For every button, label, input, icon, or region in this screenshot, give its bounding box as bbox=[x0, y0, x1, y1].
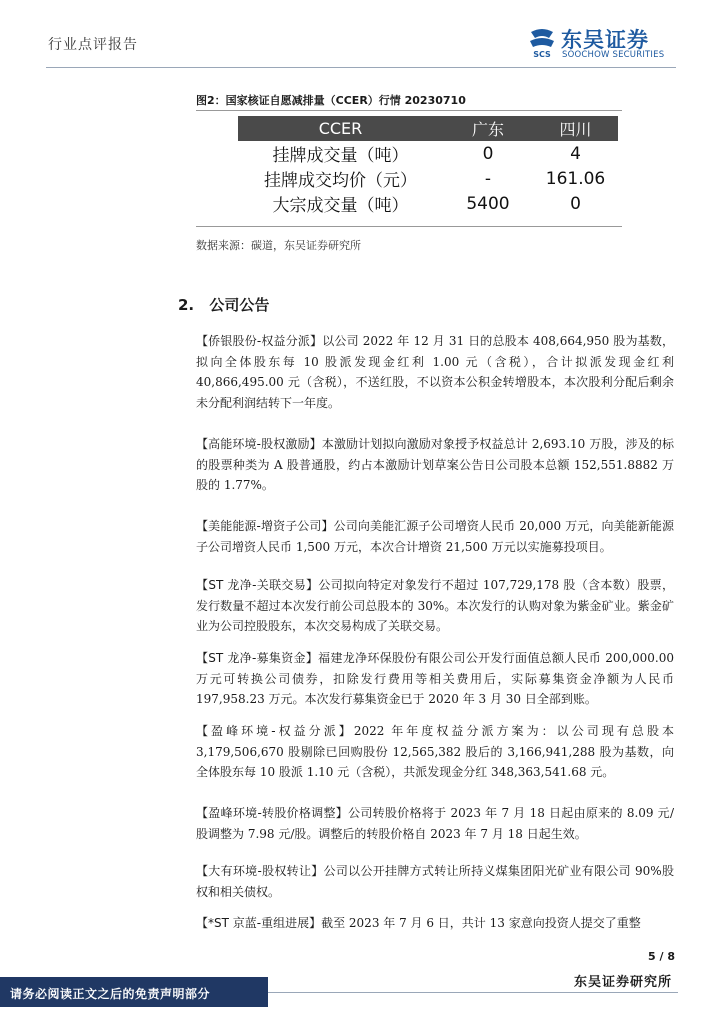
table-row bbox=[238, 166, 618, 191]
announcement-text: 公司转股价格将于 2023 年 7 月 18 日起由原来的 8.09 元/股调整为 7.98 元/股。调整后的转股价格自 2023 年 7 月 18 日起生效。 bbox=[196, 806, 674, 841]
logo-english-name: SOOCHOW SECURITIES bbox=[562, 50, 665, 60]
row-label: 挂牌成交量（吨） bbox=[272, 146, 409, 166]
announcement bbox=[196, 516, 674, 557]
row-label: 大宗成交量（吨） bbox=[272, 196, 409, 216]
row-label: 挂牌成交均价（元） bbox=[264, 171, 417, 191]
cell-guangdong: 0 bbox=[482, 143, 494, 164]
announcement-text: 公司向美能汇源子公司增资人民币 20,000 万元，向美能新能源子公司增资人民币 1,500 万元，本次合计增资 21,500 万元以实施募投项目。 bbox=[196, 519, 674, 554]
announcement bbox=[196, 648, 674, 710]
announcement-text: 截至 2023 年 7 月 6 日，共计 13 家意向投资人提交了重整 bbox=[321, 916, 641, 930]
cell-sichuan: 0 bbox=[570, 193, 581, 214]
ccer-table bbox=[238, 116, 618, 216]
table-row bbox=[238, 141, 618, 166]
disclaimer-banner bbox=[0, 977, 268, 1007]
announcement-text: 2022 年年度权益分派方案为：以公司现有总股本 3,179,506,670 股剔除已回购股份 12,565,382 股后的 3,166,941,288 股为基数，向全体股东每 10 股派 1.10 元（含税），共派发现金分红 348,363,541.68 元。 bbox=[196, 724, 674, 779]
col-header-ccer: CCER bbox=[238, 116, 443, 141]
announcement-text: 公司拟向特定对象发行不超过 107,729,178 股（含本数）股票，发行数量不超过本次发行前公司总股本的 30%。本次发行的认购对象为紫金矿业。紫金矿业为公司控股股东，本次交易构成了关联交易。 bbox=[196, 578, 674, 633]
page-number: 5 / 8 bbox=[648, 950, 675, 963]
announcement-text: 福建龙净环保股份有限公司公开发行面值总额人民币 200,000.00 万元可转换公司债券，扣除发行费用等相关费用后，实际募集资金净额为人民币 197,958.23 万元。本次发行募集资金已于 2020 年 3 月 30 日全部到账。 bbox=[196, 651, 675, 706]
brand-logo bbox=[527, 24, 677, 64]
section-heading bbox=[178, 294, 269, 315]
announcement-tag: 【盈峰环境-权益分派】 bbox=[196, 724, 354, 738]
report-category: 行业点评报告 bbox=[48, 37, 138, 53]
cell-guangdong: - bbox=[484, 168, 492, 189]
col-header-sichuan: 四川 bbox=[533, 116, 618, 141]
figure-top-rule bbox=[196, 110, 622, 111]
announcement bbox=[196, 803, 674, 844]
figure-source: 数据来源：碳道，东吴证券研究所 bbox=[196, 239, 361, 252]
cell-sichuan: 161.06 bbox=[545, 168, 606, 189]
table-row bbox=[238, 191, 618, 216]
cell-sichuan: 4 bbox=[570, 143, 581, 164]
figure-title: 图2：国家核证自愿减排量（CCER）行情 20230710 bbox=[196, 94, 466, 107]
logo-chinese-name: 东吴证券 bbox=[561, 28, 649, 52]
announcement-tag: 【盈峰环境-转股价格调整】 bbox=[196, 806, 349, 820]
announcement bbox=[196, 861, 674, 902]
table-header-row bbox=[238, 116, 618, 141]
announcement bbox=[196, 575, 674, 637]
header-divider bbox=[46, 67, 676, 68]
section-title: 公司公告 bbox=[209, 296, 270, 314]
scs-logo-icon bbox=[527, 26, 557, 60]
announcement-text: 本激励计划拟向激励对象授予权益总计 2,693.10 万股，涉及的标的股票种类为 A 股普通股，约占本激励计划草案公告日公司股本总额 152,551.8882 万股的 1.77%。 bbox=[196, 437, 674, 492]
announcement bbox=[196, 331, 674, 413]
col-header-guangdong: 广东 bbox=[443, 116, 533, 141]
announcement-tag: 【高能环境-股权激励】 bbox=[196, 437, 322, 451]
announcement-tag: 【*ST 京蓝-重组进展】 bbox=[196, 916, 322, 930]
section-number: 2. bbox=[178, 296, 195, 314]
announcement-tag: 【美能能源-增资子公司】 bbox=[196, 519, 334, 533]
announcement-tag: 【ST 龙净-募集资金】 bbox=[196, 651, 319, 665]
figure-bottom-rule bbox=[196, 226, 622, 227]
cell-guangdong: 5400 bbox=[466, 193, 510, 214]
announcement-tag: 【侨银股份-权益分派】 bbox=[196, 334, 323, 348]
announcement-tag: 【大有环境-股权转让】 bbox=[196, 864, 324, 878]
disclaimer-text: 请务必阅读正文之后的免责声明部分 bbox=[10, 987, 211, 1001]
announcement bbox=[196, 721, 674, 783]
announcement-text: 以公司 2022 年 12 月 31 日的总股本 408,664,950 股为基数，拟向全体股东每 10 股派发现金红利 1.00 元（含税），合计拟派发现金红利 40,866,495.00 元（含税），不送红股，不以资本公积金转增股本，本次股利分配后剩余未分配利润结转下一年度。 bbox=[196, 334, 674, 410]
announcement-text: 公司以公开挂牌方式转让所持义煤集团阳光矿业有限公司 90%股权和相关债权。 bbox=[196, 864, 674, 899]
announcement-tag: 【ST 龙净-关联交易】 bbox=[196, 578, 319, 592]
announcement bbox=[196, 913, 674, 934]
logo-mark-text: SCS bbox=[533, 50, 551, 59]
announcement bbox=[196, 434, 674, 496]
footer-organization: 东吴证券研究所 bbox=[574, 975, 673, 990]
